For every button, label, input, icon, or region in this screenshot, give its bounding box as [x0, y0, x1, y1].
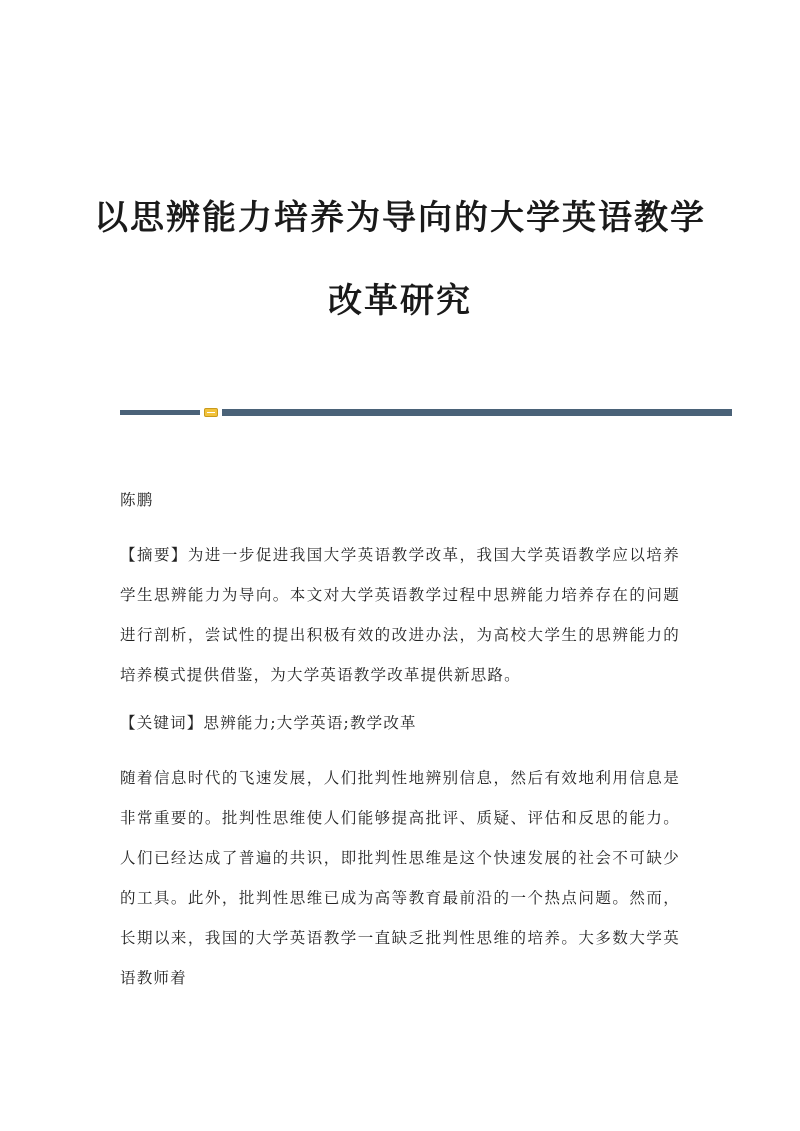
abstract — [120, 535, 680, 695]
title-divider — [120, 408, 732, 416]
abstract-label: 【摘要】 — [120, 546, 188, 564]
divider-bar-left — [120, 410, 200, 415]
abstract-text: 为进一步促进我国大学英语教学改革，我国大学英语教学应以培养学生思辨能力为导向。本文对大学英语教学过程中思辨能力培养存在的问题进行剖析，尝试性的提出积极有效的改进办法，为高校大学生的思辨能力的培养模式提供借鉴，为大学英语教学改革提供新思路。 — [120, 546, 680, 684]
document-icon — [204, 408, 218, 417]
keywords-text: 思辨能力;大学英语;教学改革 — [203, 714, 417, 732]
divider-bar-right — [222, 409, 732, 416]
keywords — [120, 703, 680, 743]
body-paragraph: 随着信息时代的飞速发展，人们批判性地辨别信息，然后有效地利用信息是非常重要的。批判性思维使人们能够提高批评、质疑、评估和反思的能力。人们已经达成了普遍的共识，即批判性思维是这个快速发展的社会不可缺少的工具。此外，批判性思维已成为高等教育最前沿的一个热点问题。然而，长期以来，我国的大学英语教学一直缺乏批判性思维的培养。大多数大学英语教师着 — [120, 769, 680, 987]
author-name: 陈鹏 — [120, 491, 154, 509]
page-title-line-1: 以思辨能力培养为导向的大学英语教学 — [94, 198, 706, 238]
keywords-label: 【关键词】 — [120, 714, 204, 732]
page-title-line-2: 改革研究 — [328, 281, 472, 321]
